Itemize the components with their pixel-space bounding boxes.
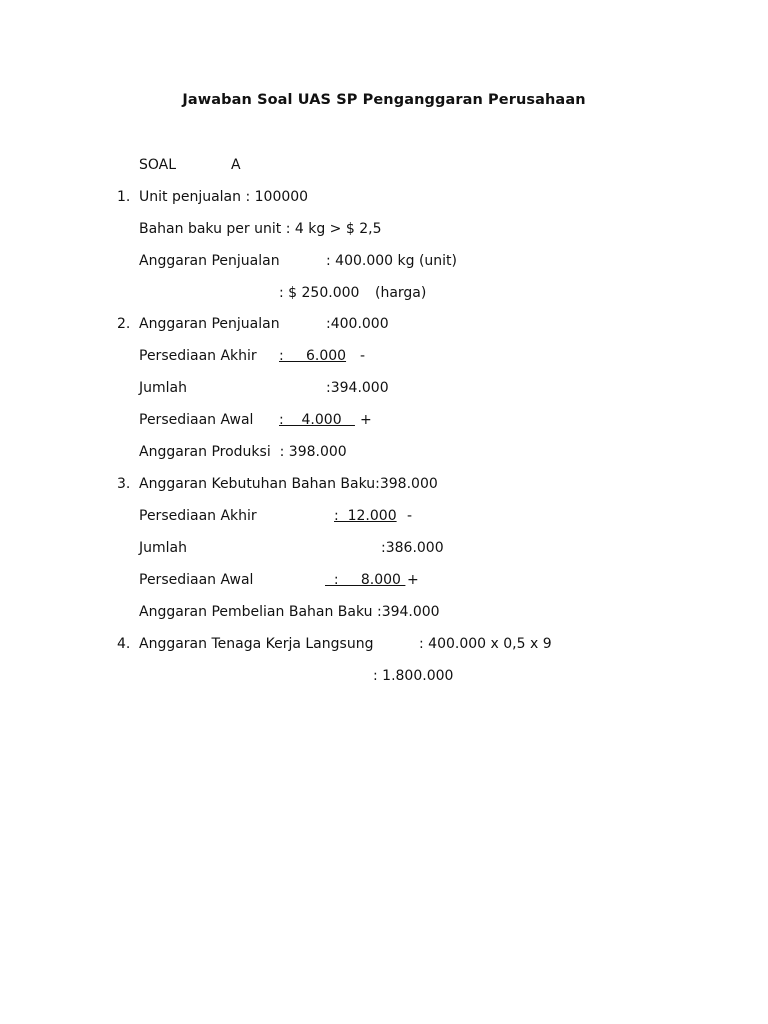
- item-2-persediaan-awal-value: : 4.000: [279, 412, 355, 428]
- item-2-persediaan-akhir-value: : 6.000: [279, 348, 347, 364]
- item-1-bahan-baku: Bahan baku per unit : 4 kg > $ 2,5: [139, 221, 382, 237]
- item-2-anggaran-penjualan-label: Anggaran Penjualan: [139, 316, 280, 332]
- item-4-tenaga-kerja-formula: : 400.000 x 0,5 x 9: [419, 636, 552, 652]
- item-1-anggaran-penjualan-value: : 400.000 kg (unit): [326, 253, 458, 269]
- soal-label: SOAL: [139, 157, 177, 173]
- item-2-plus-operator: +: [360, 412, 372, 428]
- item-4-tenaga-kerja-label: Anggaran Tenaga Kerja Langsung: [139, 636, 374, 652]
- item-3-kebutuhan-bahan-baku: Anggaran Kebutuhan Bahan Baku:398.000: [139, 476, 438, 492]
- item-1-harga-note: (harga): [375, 285, 427, 301]
- item-3-plus-operator: +: [407, 572, 419, 588]
- document-title: Jawaban Soal UAS SP Penganggaran Perusahaan: [182, 92, 586, 108]
- item-2-minus-operator: -: [360, 348, 366, 364]
- item-3-persediaan-akhir-value: : 12.000: [334, 508, 397, 524]
- item-4-tenaga-kerja-total: : 1.800.000: [373, 668, 454, 684]
- item-2-jumlah-label: Jumlah: [139, 380, 187, 396]
- item-3-minus-operator: -: [407, 508, 413, 524]
- item-3-number: 3.: [117, 476, 131, 492]
- item-3-pembelian-bahan-baku: Anggaran Pembelian Bahan Baku :394.000: [139, 604, 440, 620]
- item-3-jumlah-label: Jumlah: [139, 540, 187, 556]
- item-3-persediaan-awal-label: Persediaan Awal: [139, 572, 254, 588]
- item-4-number: 4.: [117, 636, 131, 652]
- item-3-persediaan-awal-value: : 8.000: [325, 572, 406, 588]
- item-3-jumlah-value: :386.000: [381, 540, 444, 556]
- item-1-unit-penjualan: Unit penjualan : 100000: [139, 189, 309, 205]
- item-1-number: 1.: [117, 189, 131, 205]
- item-2-anggaran-produksi: Anggaran Produksi : 398.000: [139, 444, 347, 460]
- item-2-persediaan-akhir-label: Persediaan Akhir: [139, 348, 257, 364]
- item-1-harga-value: : $ 250.000: [279, 285, 360, 301]
- soal-value: A: [231, 157, 241, 173]
- item-2-anggaran-penjualan-value: :400.000: [326, 316, 389, 332]
- item-2-number: 2.: [117, 316, 131, 332]
- item-3-persediaan-akhir-label: Persediaan Akhir: [139, 508, 257, 524]
- item-2-jumlah-value: :394.000: [326, 380, 389, 396]
- item-1-anggaran-penjualan-label: Anggaran Penjualan: [139, 253, 280, 269]
- item-2-persediaan-awal-label: Persediaan Awal: [139, 412, 254, 428]
